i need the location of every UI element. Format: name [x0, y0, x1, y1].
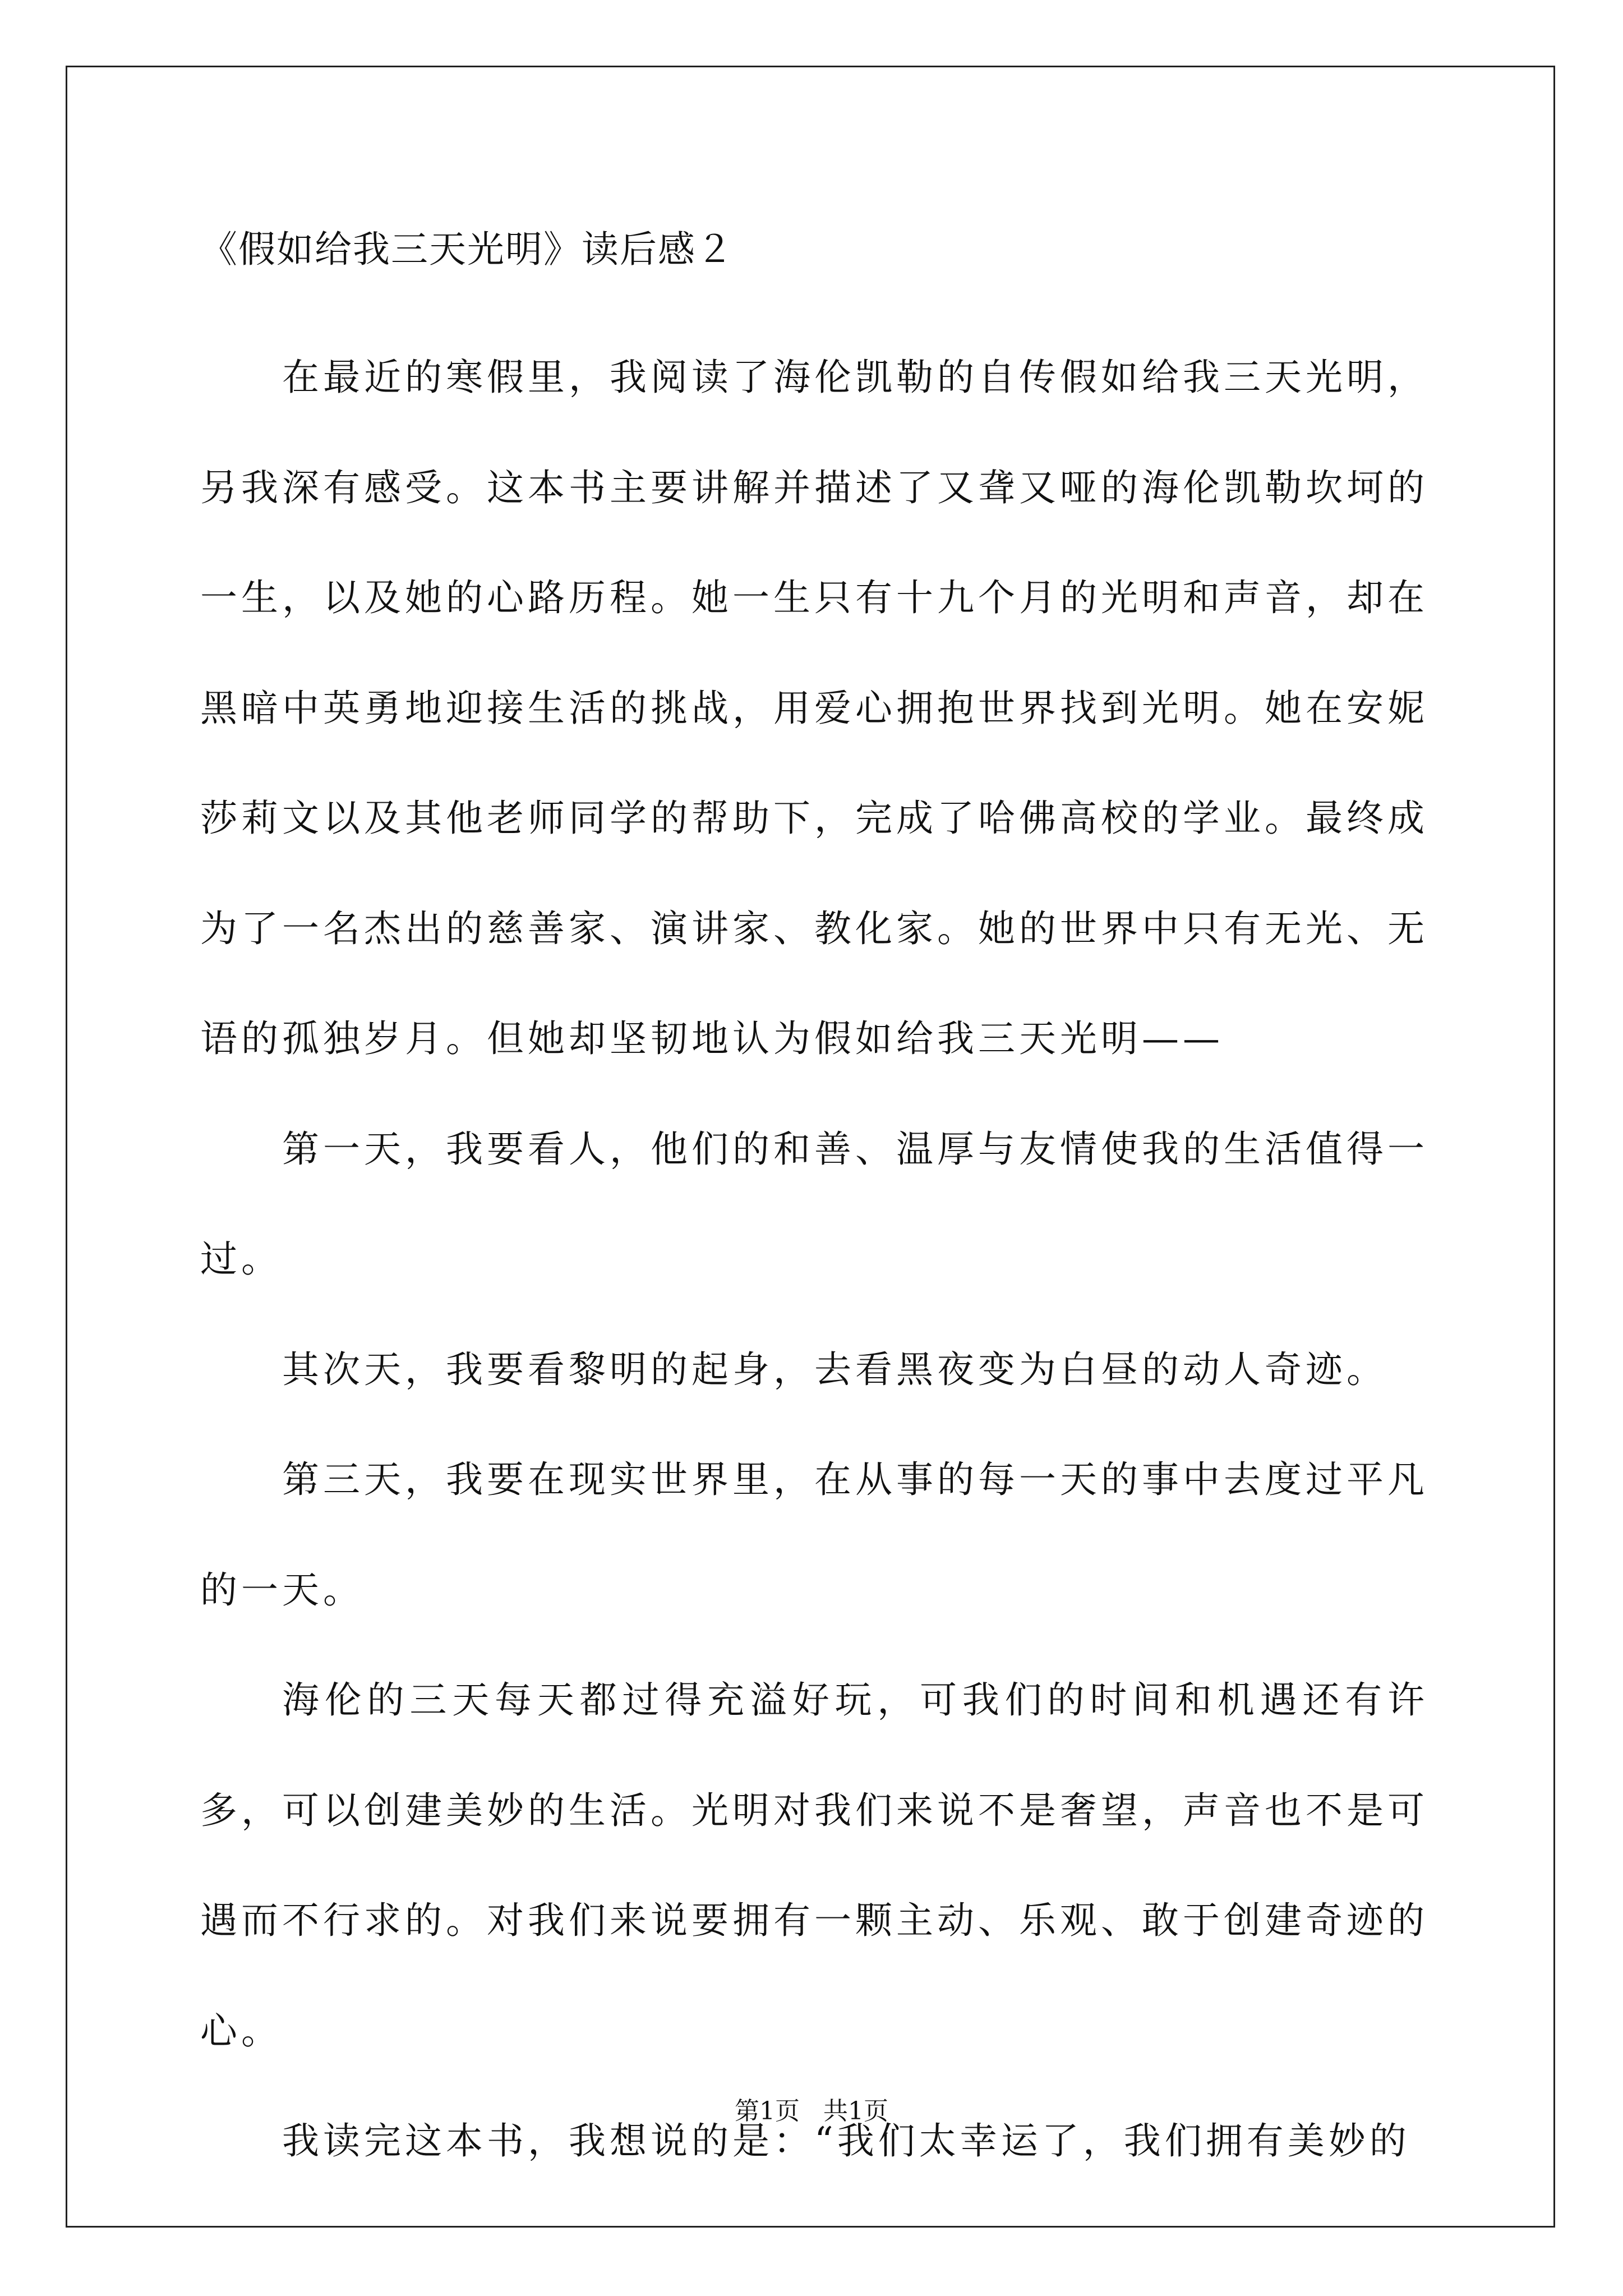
document-text — [200, 323, 1428, 2197]
paragraph-2: 第一天，我要看人，他们的和善、温厚与友情使我的生活值得一过。 — [200, 1127, 1428, 1281]
paragraph-1: 在最近的寒假里，我阅读了海伦凯勒的自传假如给我三天光明，另我深有感受。这本书主要讲解并描述了又聋又哑的海伦凯勒坎坷的一生，以及她的心路历程。她一生只有十九个月的光明和声音，却在黑暗中英勇地迎接生活的挑战，用爱心拥抱世界找到光明。她在安妮莎莉文以及其他老师同学的帮助下，完成了哈佛高校的学业。最终成为了一名杰出的慈善家、演讲家、教化家。她的世界中只有无光、无语的孤独岁月。但她却坚韧地认为假如给我三天光明—— — [200, 356, 1428, 1060]
paragraph-6: 我读完这本书，我想说的是：“我们太幸运了，我们拥有美妙的 — [282, 2119, 1410, 2162]
paragraph-5: 海伦的三天每天都过得充溢好玩，可我们的时间和机遇还有许多，可以创建美妙的生活。光明对我们来说不是奢望，声音也不是可遇而不行求的。对我们来说要拥有一颗主动、乐观、敢于创建奇迹的心。 — [200, 1678, 1428, 2053]
page-footer: 第1页 共1页 — [735, 2097, 888, 2125]
paragraph-4: 第三天，我要在现实世界里，在从事的每一天的事中去度过平凡的一天。 — [200, 1458, 1428, 1612]
document-title: 《假如给我三天光明》读后感２ — [200, 228, 734, 271]
paragraph-3: 其次天，我要看黎明的起身，去看黑夜变为白昼的动人奇迹。 — [282, 1347, 1387, 1391]
